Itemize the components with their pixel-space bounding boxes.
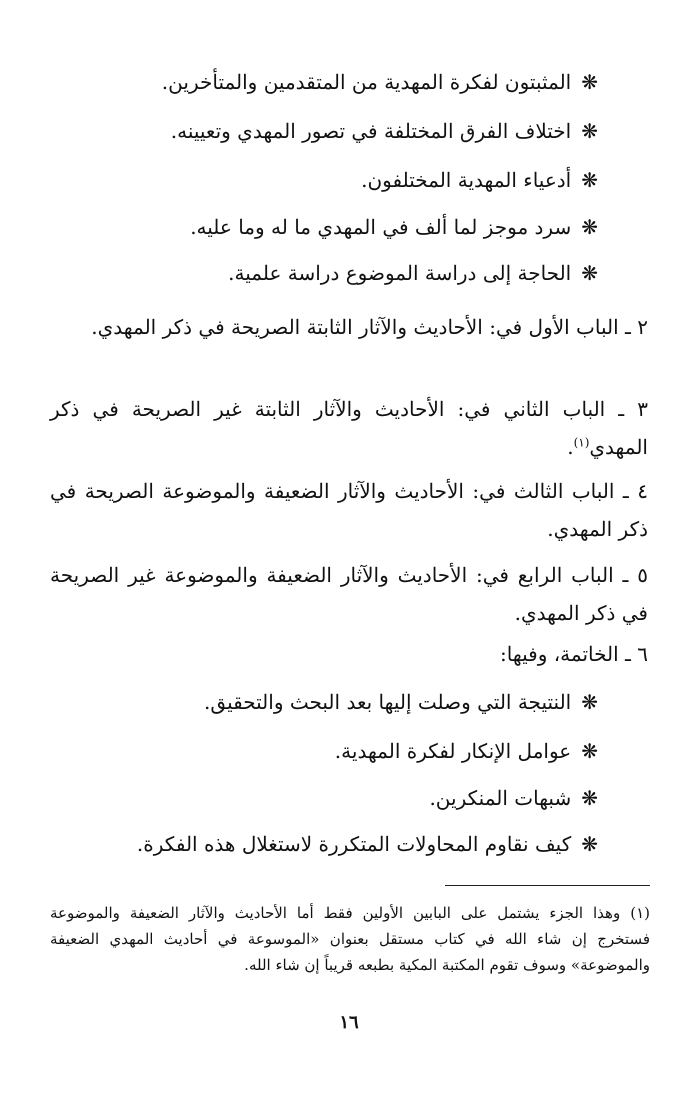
bullet-icon: ❋ bbox=[581, 261, 598, 285]
conclusion-bullet-3 bbox=[429, 784, 598, 812]
conclusion-bullet-2 bbox=[335, 737, 598, 765]
chapter-4 bbox=[50, 472, 648, 548]
chapter-2 bbox=[50, 308, 648, 346]
bullet-icon: ❋ bbox=[581, 690, 598, 714]
bullet-icon: ❋ bbox=[581, 70, 598, 94]
chapter-text: ٥ ـ الباب الرابع في: الأحاديث والآثار الضعيفة والموضوعة غير الصريحة في ذكر المهدي. bbox=[50, 563, 648, 625]
conclusion-bullet-text: عوامل الإنكار لفكرة المهدية. bbox=[334, 739, 572, 763]
conclusion-bullet-1 bbox=[204, 688, 598, 716]
page-number: ١٦ bbox=[339, 1012, 359, 1033]
bullet-icon: ❋ bbox=[581, 786, 598, 810]
intro-bullet-text: اختلاف الفرق المختلفة في تصور المهدي وتعيينه. bbox=[170, 119, 572, 143]
intro-bullet-text: الحاجة إلى دراسة الموضوع دراسة علمية. bbox=[228, 261, 572, 285]
conclusion-heading: ٦ ـ الخاتمة، وفيها: bbox=[500, 642, 648, 666]
footnote-divider bbox=[445, 885, 650, 886]
bullet-icon: ❋ bbox=[581, 119, 598, 143]
intro-bullet-5 bbox=[228, 259, 598, 287]
footnote-mark: (١) bbox=[630, 904, 650, 922]
conclusion-bullet-4 bbox=[137, 830, 598, 858]
chapter-suffix: . bbox=[567, 435, 574, 459]
bullet-icon: ❋ bbox=[581, 739, 598, 763]
conclusion-bullet-text: كيف نقاوم المحاولات المتكررة لاستغلال هذه الفكرة. bbox=[136, 832, 572, 856]
intro-bullet-text: سرد موجز لما ألف في المهدي ما له وما عليه. bbox=[190, 215, 572, 239]
intro-bullet-text: أدعياء المهدية المختلفون. bbox=[361, 168, 572, 192]
footnote bbox=[50, 900, 650, 978]
conclusion-bullet-text: شبهات المنكرين. bbox=[429, 786, 572, 810]
intro-bullet-text: المثبتون لفكرة المهدية من المتقدمين والمتأخرين. bbox=[161, 70, 572, 94]
chapter-5 bbox=[50, 556, 648, 632]
bullet-icon: ❋ bbox=[581, 168, 598, 192]
bullet-icon: ❋ bbox=[581, 215, 598, 239]
chapter-text: ٢ ـ الباب الأول في: الأحاديث والآثار الثابتة الصريحة في ذكر المهدي. bbox=[91, 315, 648, 339]
chapter-3 bbox=[50, 390, 648, 466]
intro-bullet-1 bbox=[162, 68, 598, 96]
intro-bullet-3 bbox=[361, 166, 598, 194]
intro-bullet-2 bbox=[171, 117, 598, 145]
bullet-icon: ❋ bbox=[581, 832, 598, 856]
intro-bullet-4 bbox=[190, 213, 598, 241]
chapter-text: ٣ ـ الباب الثاني في: الأحاديث والآثار الثابتة غير الصريحة في ذكر المهدي bbox=[50, 397, 648, 459]
footnote-reference[interactable]: (١) bbox=[573, 435, 590, 450]
footnote-text: وهذا الجزء يشتمل على البابين الأولين فقط أما الأحاديث والآثار الضعيفة والموضوعة فستخرج إن شاء الله في كتاب مستقل بعنوان «الموسوعة في أحاديث المهدي الضعيفة والموضوعة» وسوف تقوم المكتبة المكية بطبعه قريباً إن شاء الله. bbox=[50, 904, 650, 974]
conclusion-bullet-text: النتيجة التي وصلت إليها بعد البحث والتحقيق. bbox=[204, 690, 572, 714]
chapter-text: ٤ ـ الباب الثالث في: الأحاديث والآثار الضعيفة والموضوعة الصريحة في ذكر المهدي. bbox=[50, 479, 648, 541]
